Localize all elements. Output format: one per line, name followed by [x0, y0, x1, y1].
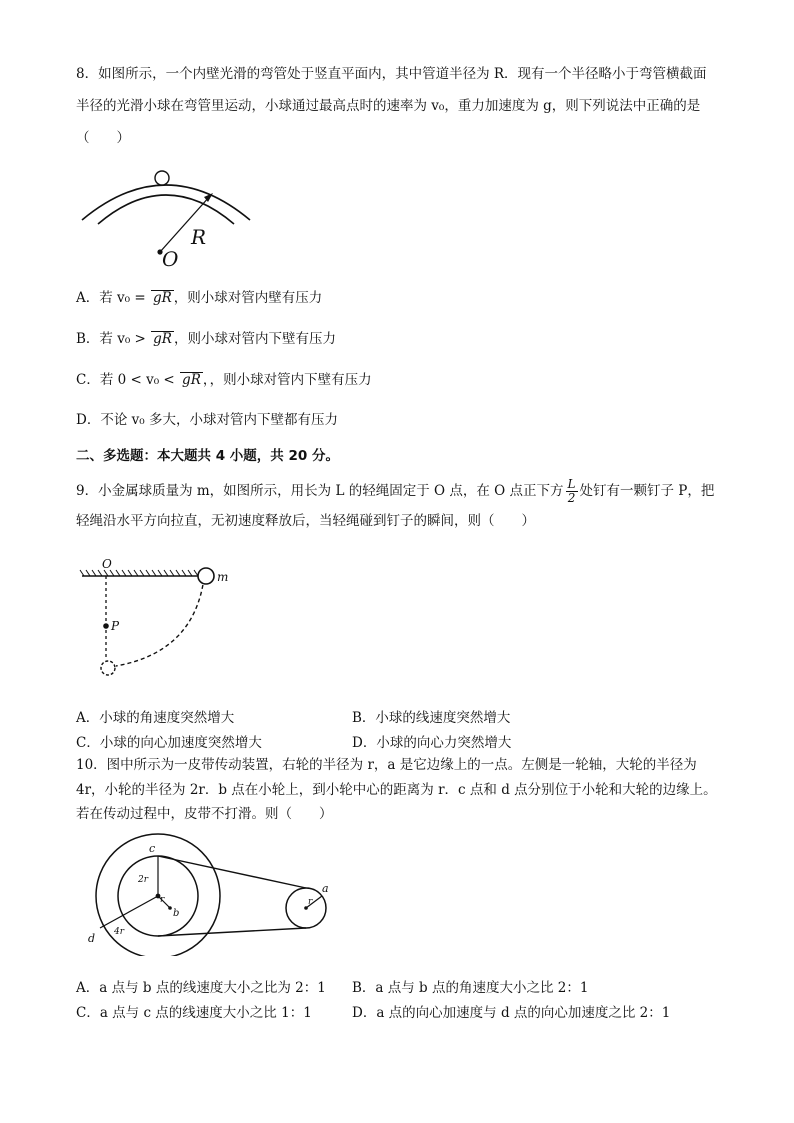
q8-option-d: D．不论 v₀ 多大，小球对管内下壁都有压力 — [76, 412, 338, 428]
q10-option-a: A．a 点与 b 点的线速度大小之比为 2：1 — [76, 980, 326, 996]
q8-option-a — [76, 288, 322, 308]
q9-option-a: A．小球的角速度突然增大 — [76, 710, 235, 726]
q8-option-a-prefix: A．若 v₀ = — [76, 290, 150, 306]
q10-label-c: c — [149, 842, 156, 855]
q8-option-c-prefix: C．若 0 < v₀ < — [76, 372, 180, 388]
q8-label-R: R — [191, 225, 207, 249]
q10-label-4r: 4r — [114, 927, 125, 937]
q8-label-O: O — [162, 247, 179, 271]
q10-option-b: B．a 点与 b 点的角速度大小之比 2：1 — [352, 980, 589, 996]
q10-label-2r: 2r — [138, 875, 149, 885]
q9-label-O: O — [102, 557, 112, 571]
fraction-numerator: L — [567, 477, 576, 491]
q9-text-line1 — [76, 478, 714, 505]
q10-option-c: C．a 点与 c 点的线速度大小之比 1：1 — [76, 1005, 312, 1021]
fraction-L-over-2 — [566, 478, 578, 505]
q9-option-b: B．小球的线速度突然增大 — [352, 710, 511, 726]
q10-label-b: b — [173, 908, 180, 919]
q9-label-P: P — [111, 619, 120, 633]
sqrt-gR: gR — [152, 290, 172, 306]
q8-option-b-suffix: ，则小球对管内下壁有压力 — [173, 331, 336, 347]
sqrt-gR: gR — [182, 372, 201, 388]
q10-text-line3: 若在传动过程中，皮带不打滑。则（ ） — [76, 806, 333, 822]
q10-label-a: a — [322, 882, 329, 895]
q9-figure-pendulum — [76, 556, 256, 686]
q9-text-line1-a: 9．小金属球质量为 m，如图所示，用长为 L 的轻绳固定于 O 点，在 O 点正下方 — [76, 483, 564, 499]
q9-option-d: D．小球的向心力突然增大 — [352, 735, 512, 751]
q10-figure-belt-drive — [76, 830, 346, 956]
q9-text-line2: 轻绳沿水平方向拉直，无初速度释放后，当轻绳碰到钉子的瞬间，则（ ） — [76, 513, 535, 529]
q9-text-line1-b: 处钉有一颗钉子 P，把 — [579, 483, 715, 499]
q8-option-c-suffix: ，，则小球对管内下壁有压力 — [202, 372, 372, 388]
q9-label-m: m — [217, 570, 229, 584]
q10-option-d: D．a 点的向心加速度与 d 点的向心加速度之比 2：1 — [352, 1005, 671, 1021]
q8-answer-bracket: （ ） — [76, 130, 130, 146]
q10-label-d: d — [88, 932, 96, 945]
sqrt-gR: gR — [153, 331, 172, 347]
q8-option-a-suffix: ，则小球对管内壁有压力 — [173, 290, 323, 306]
q8-option-b — [76, 329, 336, 349]
q10-text-line1: 10．图中所示为一皮带传动装置，右轮的半径为 r，a 是它边缘上的一点。左侧是一轮轴，大轮的半径为 — [76, 757, 697, 773]
section-heading-multiple-choice: 二、多选题：本大题共 4 小题，共 20 分。 — [76, 448, 339, 464]
q8-option-c — [76, 370, 372, 390]
q9-option-c: C．小球的向心加速度突然增大 — [76, 735, 262, 751]
q10-label-r-small: r — [308, 897, 313, 907]
q8-text-line1: 8．如图所示，一个内壁光滑的弯管处于竖直平面内，其中管道半径为 R．现有一个半径略小于弯管横截面 — [76, 66, 707, 82]
fraction-denominator: 2 — [567, 491, 576, 505]
q8-text-line2: 半径的光滑小球在弯管里运动，小球通过最高点时的速率为 v₀，重力加速度为 g，则下列说法中正确的是 — [76, 98, 701, 114]
q8-option-b-prefix: B．若 v₀ > — [76, 331, 151, 347]
q10-label-r: r — [160, 895, 165, 905]
q8-figure-curved-tube — [76, 160, 256, 272]
q10-text-line2: 4r，小轮的半径为 2r．b 点在小轮上，到小轮中心的距离为 r．c 点和 d 点分别位于小轮和大轮的边缘上。 — [76, 782, 717, 798]
